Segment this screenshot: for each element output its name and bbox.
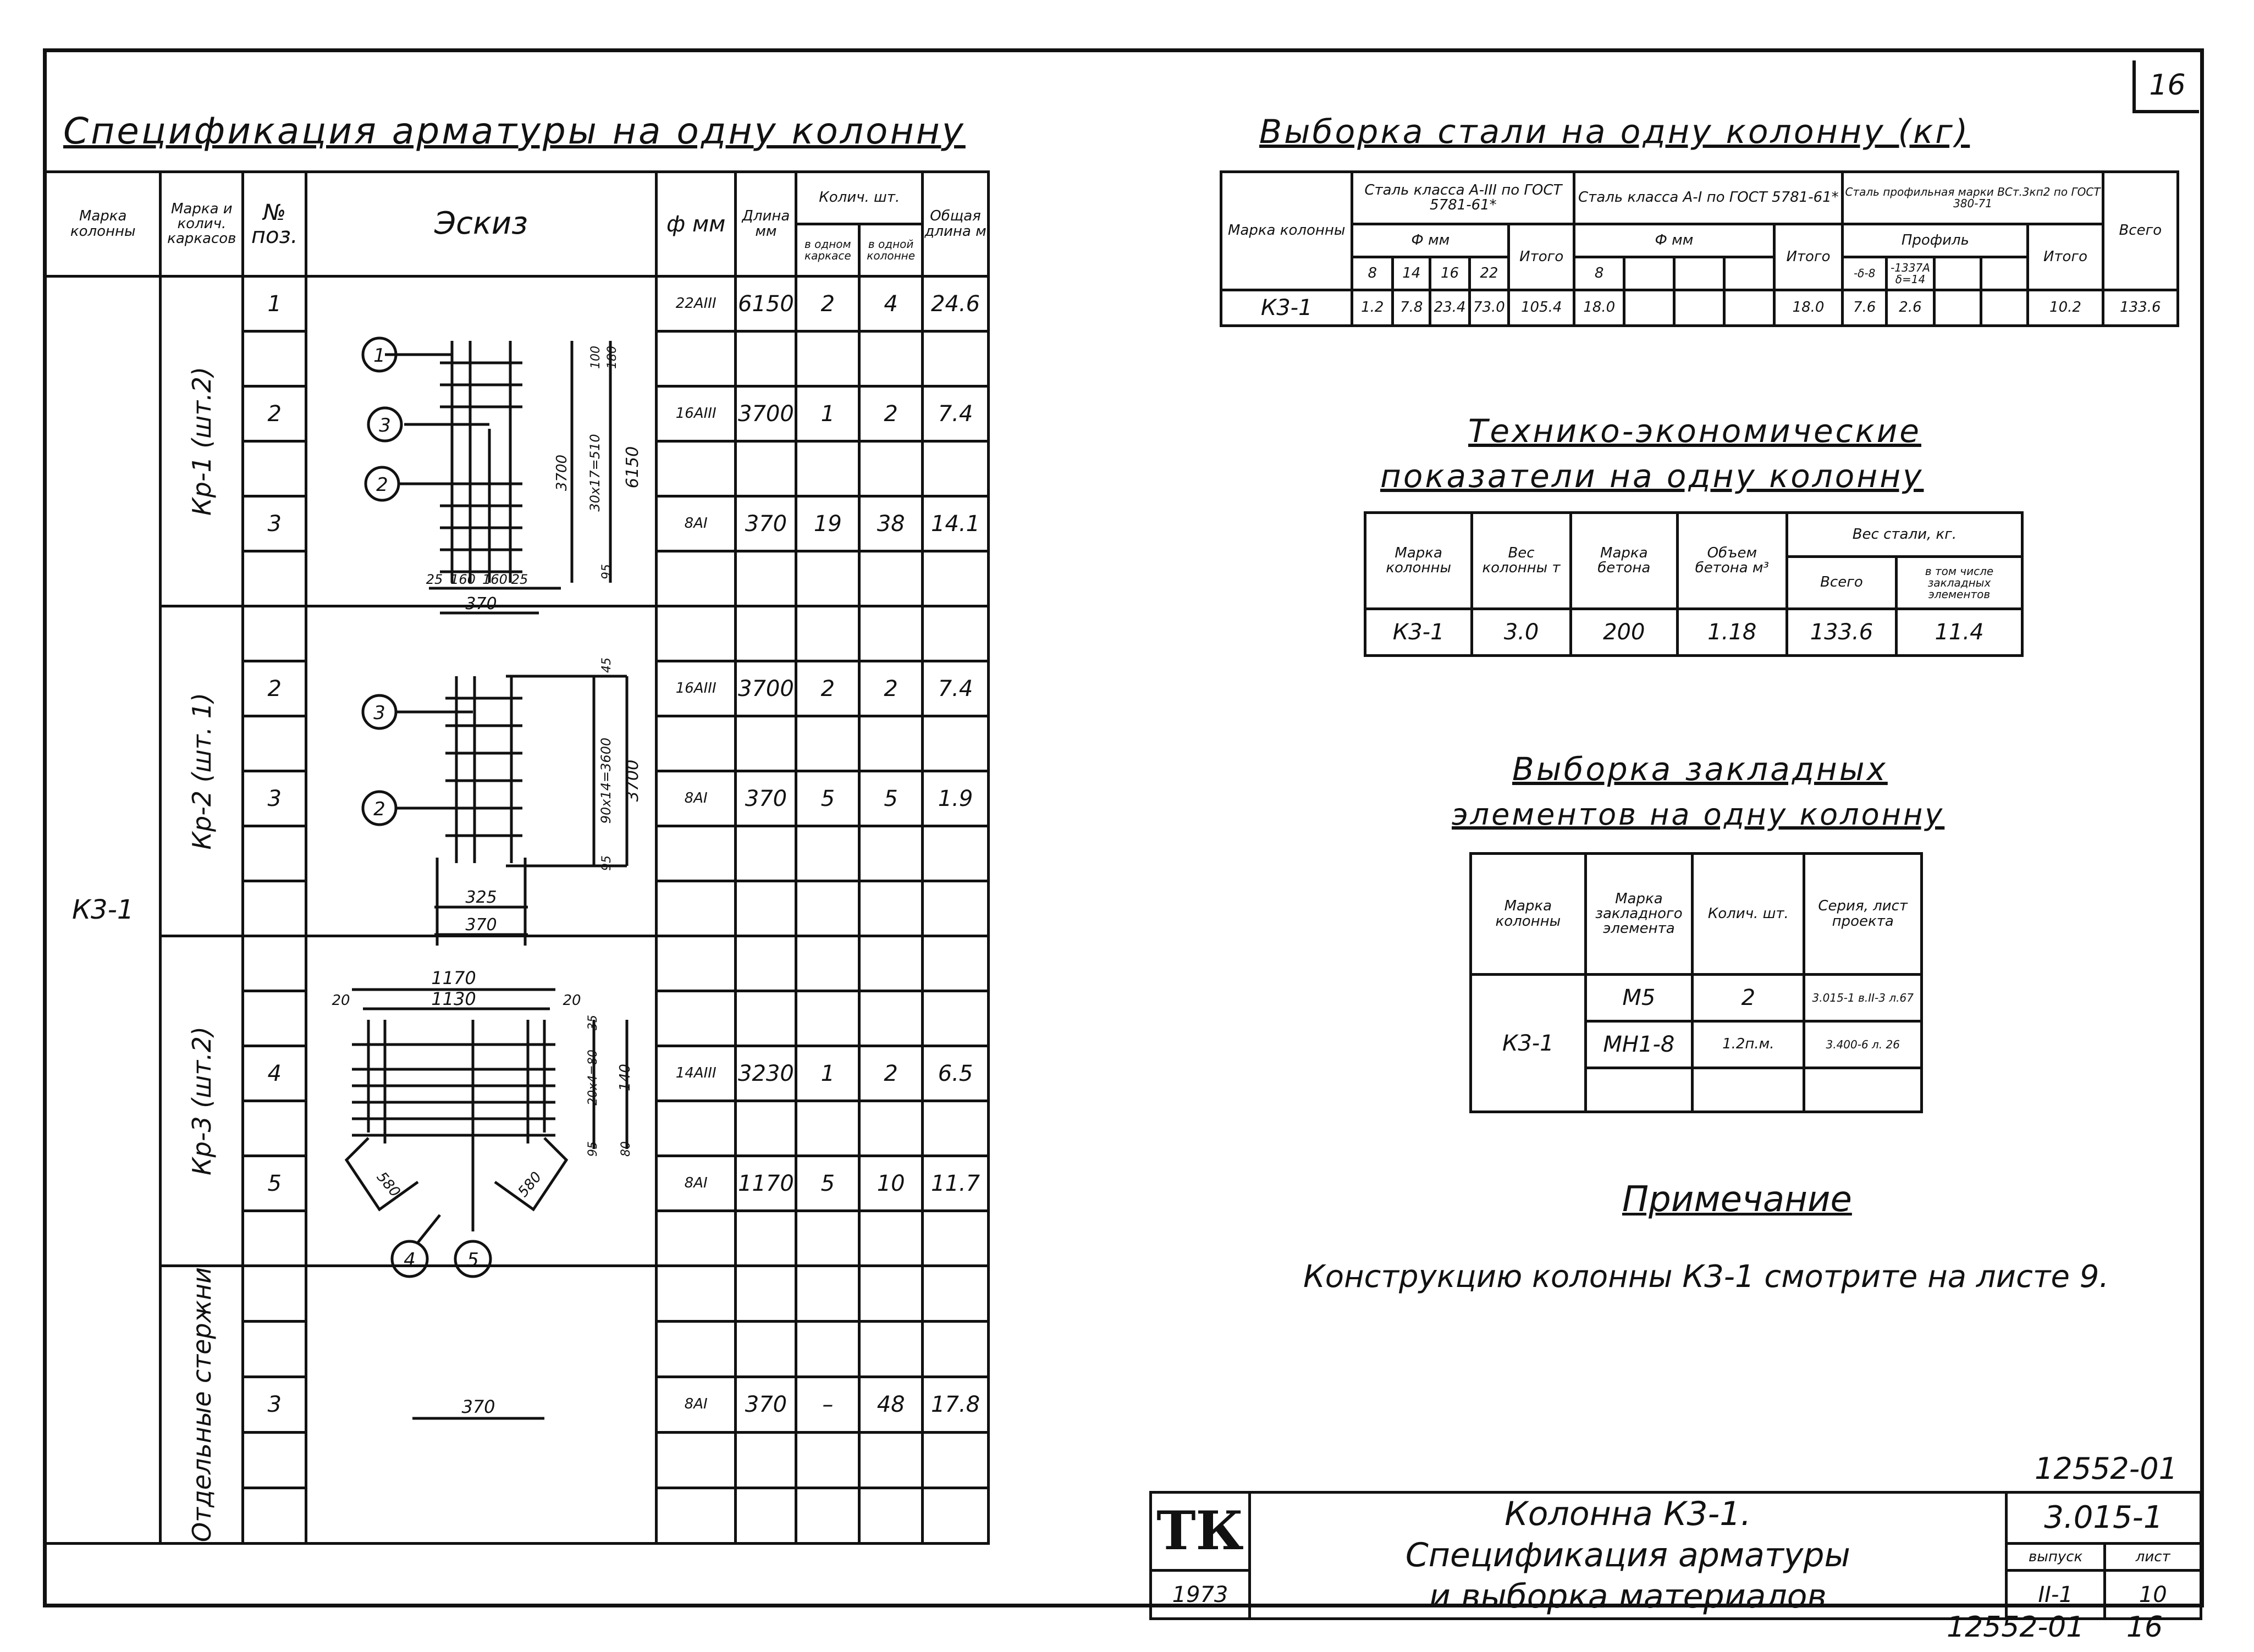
bottom-stamp [1947, 1611, 2163, 1644]
steel-grand-total: 133.6 [2103, 290, 2178, 326]
callout-3b: 3 [373, 702, 385, 724]
steel-d-a3-1: 14 [1393, 257, 1430, 290]
k1-dim-160a: 160 [450, 572, 476, 587]
title-cell [1249, 1493, 2006, 1619]
steel-row-mark: К3-1 [1221, 290, 1352, 326]
frame-label-text: Кр-3 (шт.2) [186, 1026, 217, 1175]
total-length-cell: 11.7 [923, 1156, 989, 1211]
header-qty: Колич. шт. [796, 172, 923, 224]
total-length-cell: 7.4 [923, 386, 989, 441]
steel-header-mark: Марка колонны [1221, 172, 1352, 290]
qty-column-cell: 38 [859, 496, 923, 551]
emb-row2-empty1 [1585, 1068, 1693, 1112]
code-bottom: 12552-01 [1947, 1611, 2085, 1644]
pos-cell: 3 [243, 771, 306, 826]
steel-header-total-a3: Итого [1509, 224, 1574, 290]
tech-title-1: Технико-экономические [1468, 412, 1921, 450]
steel-prof-empty1 [1935, 290, 1981, 326]
k1-dim-160b: 160 [482, 572, 508, 587]
diam-cell: 8АI [656, 1156, 736, 1211]
tech-row-weight: 3.0 [1472, 609, 1570, 656]
k1-dim-95: 95 [600, 564, 614, 579]
callout-1: 1 [373, 345, 385, 367]
emb-title-2: элементов на одну колонну [1452, 797, 1945, 832]
header-sketch: Эскиз [306, 172, 657, 277]
qty-column-cell: 10 [859, 1156, 923, 1211]
total-length-cell: 7.4 [923, 661, 989, 716]
steel-a3-22: 73.0 [1469, 290, 1508, 326]
callout-4: 4 [404, 1249, 416, 1271]
emb-header-mark: Марка колонны [1471, 854, 1586, 975]
diam-cell: 8АI [656, 771, 736, 826]
steel-d-a1-empty1 [1624, 257, 1674, 290]
steel-header-profile-sub: Профиль [1843, 224, 2028, 257]
tech-row-mark: К3-1 [1365, 609, 1472, 656]
diam-cell: 22АIII [656, 277, 736, 331]
sheet-header: лист [2105, 1544, 2201, 1571]
column-mark: К3-1 [46, 277, 161, 1544]
separate-dim-370: 370 [461, 1396, 495, 1417]
emb-row1-qty: 1.2п.м. [1693, 1021, 1804, 1068]
steel-header-phi1: Ф мм [1352, 224, 1509, 257]
issue-header: выпуск [2006, 1544, 2105, 1571]
tech-title-2: показатели на одну колонну [1380, 457, 1924, 495]
k3-dim-35: 35 [586, 1015, 600, 1030]
steel-header-profile: Сталь профильная марки ВСт.3кп2 по ГОСТ 380-71 [1843, 172, 2103, 224]
steel-d-a1-empty2 [1674, 257, 1724, 290]
steel-d-prof-0: -δ-8 [1843, 257, 1886, 290]
year-cell: 1973 [1151, 1571, 1250, 1619]
org-logo: ТК [1156, 1500, 1244, 1562]
emb-title-1: Выборка закладных [1512, 750, 1888, 788]
k3-dim-20b: 20 [563, 992, 581, 1009]
emb-header-qty: Колич. шт. [1693, 854, 1804, 975]
series-cell: 3.015-1 [2006, 1493, 2201, 1544]
qty-column-cell: 4 [859, 277, 923, 331]
diam-cell: 8АI [656, 496, 736, 551]
diam-cell: 16АIII [656, 661, 736, 716]
header-total-length: Общая длина м [923, 172, 989, 277]
header-pos: № поз. [243, 172, 306, 277]
steel-a1-empty3 [1724, 290, 1774, 326]
steel-d-a3-0: 8 [1352, 257, 1393, 290]
title-block [1149, 1491, 2202, 1620]
steel-header-a3: Сталь класса А-III по ГОСТ 5781-61* [1352, 172, 1574, 224]
qty-frame-cell: 19 [796, 496, 859, 551]
callout-2b: 2 [373, 798, 385, 820]
emb-row2-empty3 [1804, 1068, 1922, 1112]
k2-dim-3600: 90х14=3600 [598, 737, 614, 824]
pos-cell: 5 [243, 1156, 306, 1211]
embedded-table [1469, 852, 1923, 1113]
code-top: 12552-01 [2035, 1451, 2178, 1486]
steel-d-prof-1: -1337А δ=14 [1886, 257, 1934, 290]
qty-column-cell: 5 [859, 771, 923, 826]
steel-d-a3-2: 16 [1430, 257, 1469, 290]
steel-a1-empty2 [1674, 290, 1724, 326]
steel-a1-empty1 [1624, 290, 1674, 326]
emb-row0-qty: 2 [1693, 975, 1804, 1021]
spec-title: Спецификация арматуры на одну колонну [63, 110, 966, 152]
diam-cell: 16АIII [656, 386, 736, 441]
diam-cell: 8АI [656, 1377, 736, 1432]
total-length-cell: 1.9 [923, 771, 989, 826]
k2-dim-3700: 3700 [623, 759, 642, 802]
emb-mark: К3-1 [1471, 975, 1586, 1112]
k3-dim-80b: 80 [619, 1141, 633, 1157]
length-cell: 3230 [736, 1046, 796, 1101]
steel-prof-0: 7.6 [1843, 290, 1886, 326]
header-frame-mark: Марка и колич. каркасов [161, 172, 243, 277]
steel-a1-8: 18.0 [1574, 290, 1624, 326]
qty-column-cell: 48 [859, 1377, 923, 1432]
sheet-value: 10 [2105, 1571, 2201, 1619]
steel-prof-empty2 [1981, 290, 2028, 326]
tech-header-emb: в том числе закладных элементов [1897, 557, 2022, 609]
title-line-2: Спецификация арматуры [1405, 1536, 1850, 1574]
k2-dim-325: 325 [465, 888, 497, 907]
emb-header-series: Серия, лист проекта [1804, 854, 1922, 975]
steel-a3-14: 7.8 [1393, 290, 1430, 326]
total-length-cell: 14.1 [923, 496, 989, 551]
page-bottom: 16 [2126, 1611, 2163, 1644]
k3-dim-580b: 580 [515, 1169, 545, 1201]
callout-5: 5 [467, 1249, 479, 1271]
pos-cell: 3 [243, 1377, 306, 1432]
length-cell: 1170 [736, 1156, 796, 1211]
k3-dim-95: 95 [586, 1141, 600, 1157]
note-title: Примечание [1622, 1179, 1852, 1220]
pos-cell: 3 [243, 496, 306, 551]
pos-cell: 1 [243, 277, 306, 331]
k1-dim-370: 370 [465, 594, 497, 614]
frame-label-text: Кр-2 (шт. 1) [186, 692, 217, 850]
k3-dim-140: 140 [617, 1064, 633, 1091]
emb-row1-elem: МН1-8 [1585, 1021, 1693, 1068]
qty-column-cell: 2 [859, 1046, 923, 1101]
qty-column-cell: 2 [859, 661, 923, 716]
header-qty-column: в одной колонне [859, 224, 923, 277]
header-qty-frame: в одном каркасе [796, 224, 859, 277]
emb-header-elem: Марка закладного элемента [1585, 854, 1693, 975]
k1-dim-100: 100 [589, 346, 603, 369]
title-line-1: Колонна К3-1. [1504, 1495, 1751, 1533]
length-cell: 3700 [736, 386, 796, 441]
steel-prof-1: 2.6 [1886, 290, 1934, 326]
tech-table [1364, 511, 2024, 657]
k3-dim-1170: 1170 [431, 968, 476, 988]
qty-frame-cell: – [796, 1377, 859, 1432]
header-column-mark: Марка колонны [46, 172, 161, 277]
pos-cell: 4 [243, 1046, 306, 1101]
tech-row-emb: 11.4 [1897, 609, 2022, 656]
k2-dim-45: 45 [600, 658, 614, 673]
diam-cell: 14АIII [656, 1046, 736, 1101]
length-cell: 3700 [736, 661, 796, 716]
steel-d-prof-empty2 [1981, 257, 2028, 290]
frame3-sketch [346, 990, 627, 1277]
length-cell: 6150 [736, 277, 796, 331]
k1-dim-25a: 25 [426, 572, 443, 587]
total-length-cell: 6.5 [923, 1046, 989, 1101]
sheet-number: 16 [2149, 69, 2186, 102]
steel-prof-total: 10.2 [2028, 290, 2103, 326]
length-cell: 370 [736, 496, 796, 551]
k1-dim-6150: 6150 [623, 446, 642, 489]
qty-frame-cell: 5 [796, 1156, 859, 1211]
steel-title: Выборка стали на одну колонну (кг) [1259, 113, 1970, 151]
steel-header-total-prof: Итого [2028, 224, 2103, 290]
tech-header-volume: Объем бетона м³ [1677, 513, 1787, 609]
steel-a3-total: 105.4 [1509, 290, 1574, 326]
k1-dim-180: 180 [605, 346, 619, 369]
steel-d-a3-3: 22 [1469, 257, 1508, 290]
steel-header-phi2: Ф мм [1574, 224, 1774, 257]
tech-row-concrete: 200 [1570, 609, 1677, 656]
k2-dim-370: 370 [465, 915, 497, 935]
qty-frame-cell: 2 [796, 277, 859, 331]
pos-cell: 2 [243, 661, 306, 716]
k3-dim-20a: 20 [332, 992, 350, 1009]
qty-frame-cell: 2 [796, 661, 859, 716]
callout-2a: 2 [376, 474, 388, 496]
steel-a3-16: 23.4 [1430, 290, 1469, 326]
pos-cell: 2 [243, 386, 306, 441]
tech-header-mark: Марка колонны [1365, 513, 1472, 609]
k3-dim-1130: 1130 [431, 988, 476, 1009]
qty-frame-cell: 1 [796, 386, 859, 441]
total-length-cell: 24.6 [923, 277, 989, 331]
title-line-3: и выборка материалов [1429, 1577, 1827, 1616]
steel-table [1220, 170, 2179, 327]
length-cell: 370 [736, 771, 796, 826]
emb-row1-series: 3.400-6 л. 26 [1804, 1021, 1922, 1068]
steel-header-total-a1: Итого [1774, 224, 1843, 290]
callout-3a: 3 [379, 415, 391, 437]
org-cell [1151, 1493, 1250, 1571]
emb-row2-empty2 [1693, 1068, 1804, 1112]
steel-header-a1: Сталь класса А-I по ГОСТ 5781-61* [1574, 172, 1843, 224]
emb-row0-series: 3.015-1 в.II-3 л.67 [1804, 975, 1922, 1021]
tech-header-weight: Вес колонны т [1472, 513, 1570, 609]
issue-value: II-1 [2006, 1571, 2105, 1619]
steel-d-a1-empty3 [1724, 257, 1774, 290]
tech-header-concrete: Марка бетона [1570, 513, 1677, 609]
length-cell: 370 [736, 1377, 796, 1432]
k3-dim-80a: 20х4=80 [586, 1049, 600, 1106]
steel-d-prof-empty1 [1935, 257, 1981, 290]
qty-column-cell: 2 [859, 386, 923, 441]
steel-a3-8: 1.2 [1352, 290, 1393, 326]
qty-frame-cell: 5 [796, 771, 859, 826]
frame-label-text: Кр-1 (шт.2) [186, 366, 217, 516]
qty-frame-cell: 1 [796, 1046, 859, 1101]
k1-dim-25b: 25 [511, 572, 528, 587]
header-diam: ф мм [656, 172, 736, 277]
k3-dim-580a: 580 [373, 1169, 404, 1201]
tech-row-volume: 1.18 [1677, 609, 1787, 656]
steel-d-a1-0: 8 [1574, 257, 1624, 290]
tech-header-steel: Вес стали, кг. [1787, 513, 2022, 557]
steel-header-grand: Всего [2103, 172, 2178, 290]
k1-dim-510: 30х17=510 [587, 434, 603, 512]
tech-row-all: 133.6 [1787, 609, 1896, 656]
steel-a1-total: 18.0 [1774, 290, 1843, 326]
k2-dim-95: 95 [600, 855, 614, 871]
emb-row0-elem: М5 [1585, 975, 1693, 1021]
total-length-cell: 17.8 [923, 1377, 989, 1432]
note-text: Конструкцию колонны К3-1 смотрите на листе 9. [1303, 1259, 2109, 1295]
frame-label-text: Отдельные стержни [186, 1267, 217, 1542]
header-length: Длина мм [736, 172, 796, 277]
tech-header-all: Всего [1787, 557, 1896, 609]
k1-dim-3700: 3700 [554, 454, 570, 491]
